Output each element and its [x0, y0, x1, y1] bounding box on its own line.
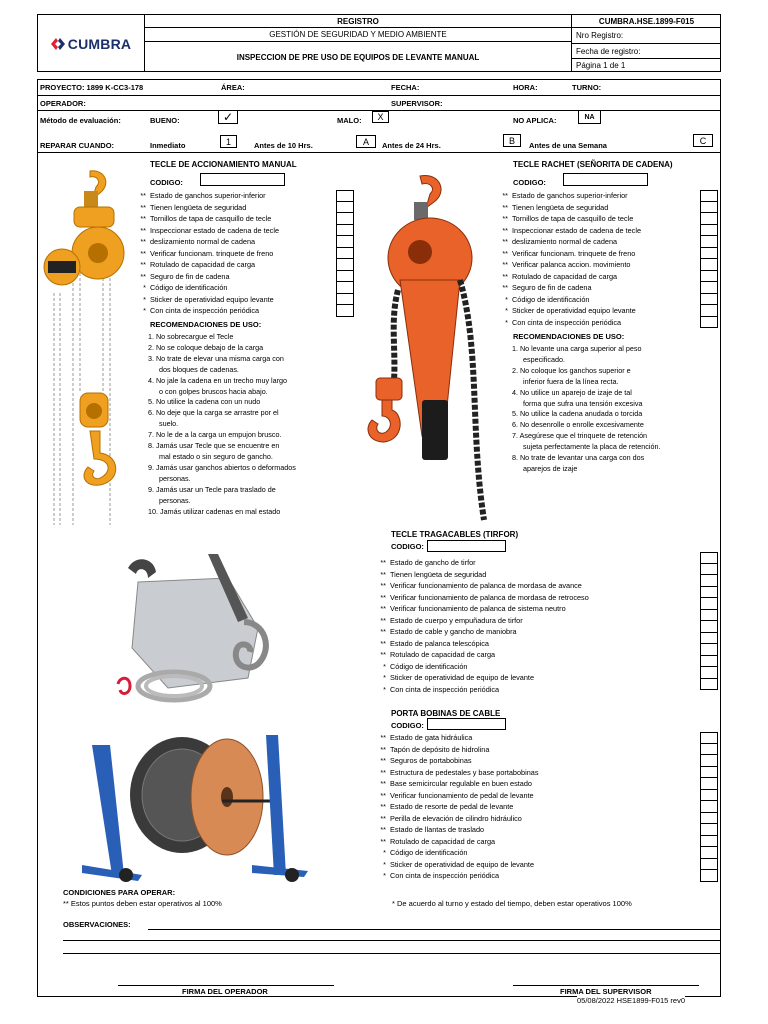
tecle-rachet-title: TECLE RACHET (SEÑORITA DE CADENA)	[513, 160, 673, 169]
checklist-item	[134, 248, 279, 260]
supervisor-label: SUPERVISOR:	[391, 99, 443, 108]
check-cell[interactable]	[701, 667, 717, 679]
logo-text: CUMBRA	[67, 35, 132, 52]
check-cell[interactable]	[701, 225, 717, 237]
rachet-hoist-image	[360, 170, 500, 530]
tirfor-checklist	[374, 557, 589, 695]
check-cell[interactable]	[701, 190, 717, 202]
checklist-item-label: Rotulado de capacidad de carga	[512, 271, 618, 281]
recommendation-line: 9. Jamás usar un Tecle para traslado de	[148, 484, 276, 494]
checklist-item	[134, 190, 279, 202]
checklist-item	[496, 282, 641, 294]
checklist-item	[374, 672, 589, 684]
checklist-item-label: Seguros de portabobinas	[390, 756, 472, 765]
checklist-item	[134, 225, 279, 237]
fecha-registro-field[interactable]: Fecha de registro:	[572, 44, 721, 59]
checklist-item-label: Rotulado de capacidad de carga	[150, 260, 256, 269]
check-cell[interactable]	[701, 610, 717, 622]
priority-marker: **	[140, 260, 146, 269]
recommendation-line: 1. No levante una carga superior al peso	[512, 344, 642, 353]
recommendation-line: especificado.	[523, 354, 565, 364]
condiciones-note-2: * De acuerdo al turno y estado del tiempo, deben estar operativos 100%	[392, 899, 632, 908]
priority-marker: **	[502, 248, 508, 258]
check-cell[interactable]	[701, 587, 717, 599]
checklist-item	[374, 755, 538, 767]
metodo-label: Método de evaluación:	[40, 116, 121, 125]
cable-reel-image	[82, 725, 312, 885]
supervisor-signature-line[interactable]	[513, 985, 699, 986]
checklist-item-label: Verificar funcionam. trinquete de freno	[150, 248, 274, 258]
checklist-item	[134, 259, 279, 271]
supervisor-signature-label: FIRMA DEL SUPERVISOR	[560, 987, 652, 996]
checklist-item-label: Código de identificación	[390, 848, 468, 857]
recommendation-line: mal estado o sin seguro de gancho.	[159, 451, 273, 461]
check-cell[interactable]	[701, 575, 717, 587]
priority-marker: **	[502, 202, 508, 212]
checklist-item-label: Estado de palanca telescópica	[390, 638, 489, 648]
priority-marker: **	[502, 191, 508, 200]
check-cell[interactable]	[701, 236, 717, 248]
nro-registro-field[interactable]: Nro Registro:	[572, 28, 721, 44]
checklist-item-label: Seguro de fin de cadena	[150, 271, 230, 281]
condiciones-title: CONDICIONES PARA OPERAR:	[63, 888, 176, 897]
priority-marker: **	[380, 581, 386, 590]
priority-marker: **	[380, 638, 386, 648]
priority-marker: **	[380, 756, 386, 765]
logo-cell	[38, 15, 145, 72]
bueno-checkbox[interactable]: ✓	[218, 110, 238, 124]
priority-marker: **	[380, 779, 386, 788]
priority-marker: **	[380, 604, 386, 613]
recommendation-line: 4. No jale la cadena en un trecho muy largo	[148, 375, 288, 385]
checklist-item	[496, 248, 641, 260]
check-cell[interactable]	[701, 259, 717, 271]
recommendation-line: 8. Jamás usar Tecle que se encuentre en	[148, 441, 280, 451]
recommendation-line: 4. No utilice un aparejo de izaje de tal	[512, 387, 632, 397]
check-cell[interactable]	[337, 236, 353, 248]
recommendation-line: 7. No le de a la carga un empujon brusco.	[148, 430, 282, 440]
check-cell[interactable]	[701, 801, 717, 813]
tecle-manual-recommendations	[148, 332, 296, 517]
priority-marker: **	[380, 767, 386, 777]
check-cell[interactable]	[701, 732, 717, 744]
checklist-item-label: Con cinta de inspección periódica	[390, 684, 500, 694]
turno-label: TURNO:	[572, 83, 602, 92]
tecle-manual-codigo-input[interactable]	[200, 173, 285, 186]
reparar-label: REPARAR CUANDO:	[40, 141, 115, 150]
recommendation-line: 9. Jamás usar ganchos abiertos o deformados	[148, 462, 296, 472]
checklist-item	[496, 317, 641, 329]
checklist-item	[496, 225, 641, 237]
check-cell[interactable]	[701, 790, 717, 802]
check-cell[interactable]	[701, 305, 717, 317]
recommendation-line: 1. No sobrecargue el Tecle	[148, 332, 234, 341]
na-checkbox[interactable]: NA	[578, 110, 601, 124]
priority-marker: **	[380, 569, 386, 579]
priority-marker: **	[380, 733, 386, 742]
check-cell[interactable]	[701, 564, 717, 576]
checklist-item-label: deslizamiento normal de cadena	[512, 237, 618, 246]
checklist-item-label: Estado de ganchos superior-inferior	[512, 191, 628, 200]
recommendation-line: 7. Asegúrese que el trinquete de retención	[512, 431, 648, 441]
priority-marker: **	[140, 191, 146, 200]
recommendation-line: personas.	[159, 495, 191, 505]
check-cell[interactable]	[701, 847, 717, 859]
checklist-item-label: Verificar funcionamiento de palanca de sistema neutro	[390, 604, 566, 613]
checklist-item	[374, 801, 538, 813]
checklist-item-label: Verificar palanca accion. movimiento	[512, 260, 631, 269]
check-cell[interactable]	[337, 259, 353, 271]
checklist-item	[496, 202, 641, 214]
department-label: GESTIÓN DE SEGURIDAD Y MEDIO AMBIENTE	[145, 28, 572, 42]
priority-marker: *	[383, 871, 386, 880]
checklist-item	[374, 847, 538, 859]
checklist-item	[496, 259, 641, 271]
checklist-item	[496, 294, 641, 306]
bueno-label: BUENO:	[150, 116, 180, 125]
tecle-rachet-recommendations	[512, 344, 660, 475]
recommendation-line: 5. No utilice la cadena con un nudo	[148, 397, 261, 407]
recommendation-line: dos bloques de cadenas.	[159, 364, 239, 374]
checklist-item	[134, 282, 279, 294]
priority-marker: **	[140, 237, 146, 246]
tirfor-title: TECLE TRAGACABLES (TIRFOR)	[391, 530, 519, 539]
hora-label: HORA:	[513, 83, 538, 92]
checklist-item	[374, 661, 589, 673]
tecle-manual-checklist	[134, 190, 279, 317]
checklist-item-label: Verificar funcionamiento de pedal de levante	[390, 790, 534, 800]
checklist-item-label: Estado de ganchos superior-inferior	[150, 191, 266, 200]
porta-bobinas-check-column[interactable]	[700, 732, 718, 882]
observaciones-line[interactable]	[148, 929, 720, 930]
checklist-item-label: Estructura de pedestales y base portabobinas	[390, 767, 539, 777]
registro-label: REGISTRO	[145, 15, 572, 28]
checklist-item	[374, 732, 538, 744]
cumbra-logo	[51, 36, 131, 52]
priority-marker: **	[140, 271, 146, 281]
priority-marker: *	[505, 306, 508, 315]
priority-marker: **	[380, 627, 386, 636]
priority-marker: *	[505, 317, 508, 327]
chain-hoist-image	[40, 163, 132, 529]
tecle-rachet-checklist	[496, 190, 641, 328]
checklist-item	[134, 202, 279, 214]
checklist-item-label: Estado de resorte de pedal de levante	[390, 802, 514, 811]
checklist-item-label: Sticker de operatividad de equipo de levante	[390, 859, 535, 869]
check-cell[interactable]	[337, 213, 353, 225]
recommendation-line: 3. No trate de elevar una misma carga con	[148, 353, 284, 363]
antes-semana-box[interactable]: C	[693, 134, 713, 147]
recommendation-line: 2. No coloque los ganchos superior e	[512, 365, 631, 375]
priority-marker: **	[380, 744, 386, 754]
priority-marker: **	[502, 260, 508, 269]
form-header	[37, 14, 721, 72]
malo-checkbox[interactable]: X	[372, 111, 389, 123]
priority-marker: *	[383, 684, 386, 694]
check-cell[interactable]	[701, 656, 717, 668]
divider	[37, 95, 721, 96]
checklist-item	[134, 271, 279, 283]
checklist-item	[374, 836, 538, 848]
check-cell[interactable]	[337, 248, 353, 260]
priority-marker: *	[383, 848, 386, 857]
observaciones-label: OBSERVACIONES:	[63, 920, 131, 929]
inmediato-box[interactable]: 1	[220, 135, 237, 148]
check-cell[interactable]	[337, 225, 353, 237]
priority-marker: **	[140, 248, 146, 258]
recommendation-line: inferior fuera de la línea recta.	[523, 376, 619, 386]
priority-marker: *	[383, 661, 386, 671]
checklist-item-label: Con cinta de inspección periódica	[390, 871, 500, 880]
checklist-item-label: Sticker de operatividad de equipo de levante	[390, 673, 535, 682]
check-cell[interactable]	[701, 744, 717, 756]
form-code: CUMBRA.HSE.1899-F015	[572, 15, 721, 28]
fecha-label: FECHA:	[391, 83, 420, 92]
priority-marker: *	[383, 859, 386, 869]
checklist-item-label: Código de identificación	[150, 283, 228, 292]
checklist-item	[374, 824, 538, 836]
priority-marker: **	[502, 225, 508, 235]
tirfor-codigo-label: CODIGO:	[391, 542, 424, 551]
priority-marker: **	[380, 802, 386, 811]
checklist-item	[134, 236, 279, 248]
checklist-item	[374, 767, 538, 779]
porta-bobinas-title: PORTA BOBINAS DE CABLE	[391, 709, 501, 718]
priority-marker: **	[380, 813, 386, 823]
antes-semana-label: Antes de una Semana	[529, 141, 607, 150]
check-cell[interactable]	[337, 294, 353, 306]
checklist-item-label: Código de identificación	[390, 661, 468, 671]
porta-bobinas-checklist	[374, 732, 538, 882]
priority-marker: **	[380, 650, 386, 659]
recommendation-line: 10. Jamás utilizar cadenas en mal estado	[148, 506, 281, 516]
priority-marker: **	[380, 836, 386, 846]
checklist-item	[374, 870, 538, 882]
check-cell[interactable]	[701, 859, 717, 871]
observaciones-line[interactable]	[63, 940, 720, 941]
checklist-item-label: Tornillos de tapa de casquillo de tecle	[150, 214, 272, 223]
priority-marker: **	[140, 214, 146, 223]
tirfor-check-column[interactable]	[700, 552, 718, 690]
revision-label: 05/08/2022 HSE1899-F015 rev0	[577, 996, 685, 1005]
checklist-item-label: Sticker de operatividad equipo levante	[150, 294, 274, 304]
checklist-item-label: Inspeccionar estado de cadena de tecle	[150, 225, 280, 235]
priority-marker: **	[380, 790, 386, 800]
recommendation-line: personas.	[159, 473, 191, 483]
checklist-item-label: Tornillos de tapa de casquillo de tecle	[512, 214, 634, 223]
recommendation-line: 5. No utilice la cadena anudada o torcida	[512, 409, 643, 419]
priority-marker: *	[143, 294, 146, 304]
priority-marker: *	[383, 673, 386, 682]
check-cell[interactable]	[701, 317, 717, 329]
check-cell[interactable]	[337, 190, 353, 202]
tecle-rachet-check-column[interactable]	[700, 190, 718, 328]
proyecto-label: PROYECTO: 1899 K-CC3-178	[40, 83, 144, 92]
check-cell[interactable]	[701, 755, 717, 767]
check-cell[interactable]	[701, 836, 717, 848]
tecle-manual-title: TECLE DE ACCIONAMIENTO MANUAL	[150, 160, 297, 169]
checklist-item	[496, 305, 641, 317]
operator-signature-line[interactable]	[118, 985, 334, 986]
checklist-item-label: Inspeccionar estado de cadena de tecle	[512, 225, 642, 235]
check-cell[interactable]	[701, 294, 717, 306]
checklist-item-label: Perilla de elevación de cilindro hidráulico	[390, 813, 522, 823]
check-cell[interactable]	[701, 213, 717, 225]
no-aplica-label: NO APLICA:	[513, 116, 557, 125]
tecle-manual-codigo-label: CODIGO:	[150, 178, 183, 187]
check-cell[interactable]	[701, 271, 717, 283]
check-cell[interactable]	[701, 870, 717, 882]
checklist-item	[374, 592, 589, 604]
checklist-item-label: Estado de gancho de tirfor	[390, 558, 476, 567]
priority-marker: **	[140, 202, 146, 212]
form-title: INSPECCION DE PRE USO DE EQUIPOS DE LEVANTE MANUAL	[145, 42, 572, 72]
priority-marker: **	[380, 592, 386, 602]
tecle-manual-check-column[interactable]	[336, 190, 354, 317]
recommendation-line: aparejos de izaje	[523, 463, 578, 473]
checklist-item-label: Verificar funcionamiento de palanca de mordasa de avance	[390, 581, 582, 590]
priority-marker: **	[380, 615, 386, 625]
checklist-item	[374, 638, 589, 650]
tecle-rachet-codigo-label: CODIGO:	[513, 178, 546, 187]
antes-24-label: Antes de 24 Hrs.	[382, 141, 441, 150]
check-cell[interactable]	[701, 813, 717, 825]
recommendation-line: 2. No se coloque debajo de la carga	[148, 342, 264, 352]
operador-label: OPERADOR:	[40, 99, 86, 108]
checklist-item	[374, 813, 538, 825]
divider	[37, 152, 721, 153]
checklist-item	[496, 236, 641, 248]
antes-10-box[interactable]: A	[356, 135, 376, 148]
checklist-item	[496, 213, 641, 225]
tecle-manual-rec-title: RECOMENDACIONES DE USO:	[150, 320, 262, 329]
checklist-item	[374, 859, 538, 871]
recommendation-line: sujeta perfectamente la placa de retención.	[523, 442, 661, 452]
tirfor-image	[108, 548, 288, 716]
check-cell[interactable]	[701, 248, 717, 260]
recommendation-line: 6. No desenrolle o enrolle excesivamente	[512, 420, 644, 430]
tecle-rachet-rec-title: RECOMENDACIONES DE USO:	[513, 332, 625, 341]
priority-marker: **	[502, 283, 508, 292]
recommendation-line: o con golpes bruscos hacia abajo.	[159, 386, 268, 396]
check-cell[interactable]	[701, 824, 717, 836]
priority-marker: *	[143, 283, 146, 292]
pagina-label: Página 1 de 1	[576, 61, 626, 70]
checklist-item-label: deslizamiento normal de cadena	[150, 237, 256, 246]
checklist-item	[496, 271, 641, 283]
checklist-item	[374, 649, 589, 661]
tecle-rachet-codigo-input[interactable]	[563, 173, 648, 186]
antes-24-box[interactable]: B	[503, 134, 521, 147]
condiciones-note-1: ** Estos puntos deben estar operativos al 100%	[63, 899, 222, 908]
checklist-item	[374, 778, 538, 790]
priority-marker: **	[502, 237, 508, 246]
check-cell[interactable]	[701, 598, 717, 610]
checklist-item-label: Verificar funcionamiento de palanca de mordasa de retroceso	[390, 592, 589, 602]
priority-marker: **	[140, 225, 146, 235]
check-cell[interactable]	[701, 679, 717, 691]
checklist-item-label: Estado de llantas de traslado	[390, 825, 485, 834]
checklist-item-label: Estado de gata hidráulica	[390, 733, 473, 742]
priority-marker: **	[502, 214, 508, 223]
checklist-item	[374, 615, 589, 627]
checklist-item	[374, 603, 589, 615]
check-cell[interactable]	[337, 271, 353, 283]
checklist-item-label: Con cinta de inspección periódica	[512, 317, 622, 327]
priority-marker: **	[502, 271, 508, 281]
operator-signature-label: FIRMA DEL OPERADOR	[182, 987, 268, 996]
observaciones-line[interactable]	[63, 953, 720, 954]
check-cell[interactable]	[701, 621, 717, 633]
checklist-item	[374, 569, 589, 581]
checklist-item-label: Tapón de depósito de hidrolina	[390, 744, 490, 754]
antes-10-label: Antes de 10 Hrs.	[254, 141, 313, 150]
checklist-item-label: Estado de cuerpo y empuñadura de tirfor	[390, 615, 523, 625]
priority-marker: **	[380, 558, 386, 567]
recommendation-line: suelo.	[159, 419, 179, 429]
checklist-item-label: Código de identificación	[512, 294, 590, 304]
checklist-item	[134, 213, 279, 225]
area-label: ÁREA:	[221, 83, 245, 92]
checklist-item	[374, 557, 589, 569]
checklist-item-label: Sticker de operatividad equipo levante	[512, 306, 636, 315]
checklist-item-label: Tienen lengüeta de seguridad	[150, 202, 247, 212]
check-cell[interactable]	[701, 767, 717, 779]
check-cell[interactable]	[701, 552, 717, 564]
check-cell[interactable]	[337, 202, 353, 214]
recommendation-line: forma que sufra una tensión excesiva	[523, 398, 643, 408]
priority-marker: *	[505, 294, 508, 304]
check-cell[interactable]	[701, 202, 717, 214]
checklist-item-label: Tienen lengüeta de seguridad	[390, 569, 487, 579]
checklist-item-label: Rotulado de capacidad de carga	[390, 836, 496, 846]
inmediato-label: Inmediato	[150, 141, 186, 150]
check-cell[interactable]	[701, 282, 717, 294]
porta-bobinas-codigo-input[interactable]	[427, 718, 506, 730]
checklist-item	[374, 580, 589, 592]
checklist-item	[374, 744, 538, 756]
checklist-item-label: Tienen lengüeta de seguridad	[512, 202, 609, 212]
check-cell[interactable]	[337, 282, 353, 294]
priority-marker: **	[380, 825, 386, 834]
checklist-item	[134, 294, 279, 306]
recommendation-line: 6. No deje que la carga se arrastre por el	[148, 408, 279, 418]
checklist-item-label: Rotulado de capacidad de carga	[390, 650, 496, 659]
checklist-item	[134, 305, 279, 317]
malo-label: MALO:	[337, 116, 362, 125]
checklist-item	[496, 190, 641, 202]
recommendation-line: 8. No trate de levantar una carga con dos	[512, 453, 645, 463]
check-cell[interactable]	[701, 644, 717, 656]
checklist-item	[374, 626, 589, 638]
check-cell[interactable]	[701, 778, 717, 790]
checklist-item-label: Con cinta de inspección periódica	[150, 306, 260, 315]
cumbra-logo-icon	[51, 38, 65, 50]
priority-marker: *	[143, 306, 146, 315]
check-cell[interactable]	[701, 633, 717, 645]
checklist-item-label: Verificar funcionam. trinquete de freno	[512, 248, 636, 258]
porta-bobinas-codigo-label: CODIGO:	[391, 721, 424, 730]
tirfor-codigo-input[interactable]	[427, 540, 506, 552]
checklist-item	[374, 790, 538, 802]
checklist-item-label: Seguro de fin de cadena	[512, 283, 592, 292]
check-cell[interactable]	[337, 305, 353, 317]
checklist-item-label: Estado de cable y gancho de maniobra	[390, 627, 517, 636]
checklist-item-label: Base semicircular regulable en buen estado	[390, 779, 532, 788]
checklist-item	[374, 684, 589, 696]
